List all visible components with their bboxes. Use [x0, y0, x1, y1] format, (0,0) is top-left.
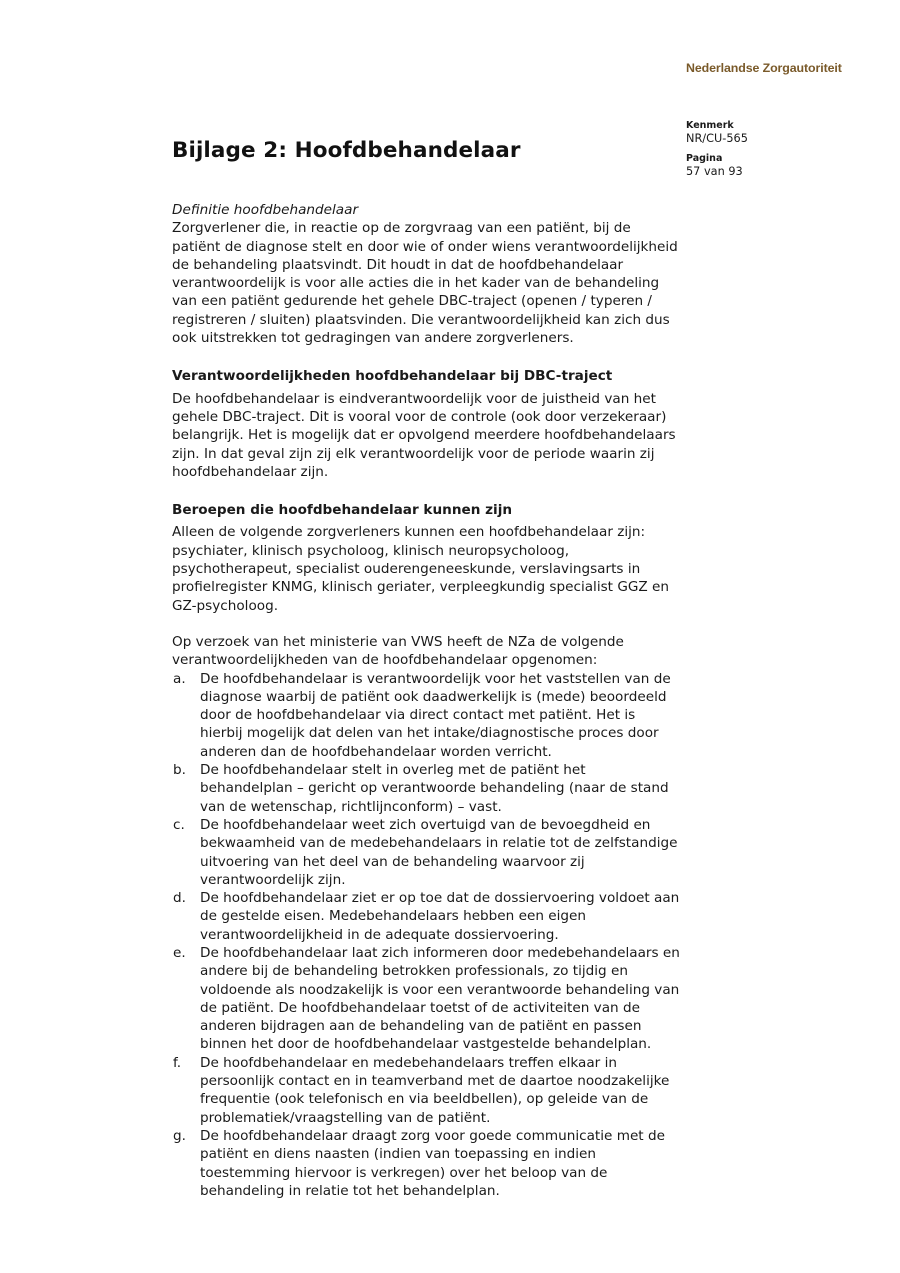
organization-logo-text: Nederlandse Zorgautoriteit	[686, 61, 842, 75]
spacer	[172, 481, 682, 501]
list-item-text: De hoofdbehandelaar laat zich informeren door medebehandelaars en andere bij de behandeling betrokken professionals, zo tijdig en voldoende als noodzakelijk is voor een verantwoorde behandeling van de patiënt. De hoofdbehandelaar toetst of de activiteiten van de anderen bijdragen aan de behandeling van de patiënt en passen binnen het door de hoofdbehandelaar vastgestelde behandelplan.	[200, 944, 680, 1053]
list-item-text: De hoofdbehandelaar is verantwoordelijk voor het vaststellen van de diagnose waarbij de patiënt ook daadwerkelijk is (mede) beoordeeld door de hoofdbehandelaar via direct contact met patiënt. Het is hierbij mogelijk dat delen van het intake/diagnostische proces door anderen dan de hoofdbehandelaar worden verricht.	[200, 670, 671, 760]
list-marker: f.	[173, 1054, 182, 1071]
list-item	[172, 816, 682, 889]
section-text-professions: Alleen de volgende zorgverleners kunnen een hoofdbehandelaar zijn: psychiater, klinisch psycholoog, klinisch neuropsycholoog, psychotherapeut, specialist ouderengeneeskunde, verslavingsarts in profielregister KNMG, klinisch geriater, verpleegkundig specialist GGZ en GZ-psycholoog.	[172, 524, 670, 614]
list-item-text: De hoofdbehandelaar weet zich overtuigd van de bevoegdheid en bekwaamheid van de medebehandelaars in relatie tot de zelfstandige uitvoering van het deel van de behandeling waarvoor zij verantwoordelijk zijn.	[200, 816, 678, 888]
list-item	[172, 889, 682, 944]
list-item-text: De hoofdbehandelaar ziet er op toe dat de dossiervoering voldoet aan de gestelde eisen. Medebehandelaars hebben een eigen verantwoordelijkheid in de adequate dossiervoering.	[200, 890, 680, 943]
list-item-text: De hoofdbehandelaar en medebehandelaars treffen elkaar in persoonlijk contact en in teamverband met de daartoe noodzakelijke frequentie (ook telefonisch en via beeldbellen), op geleide van de problematiek/vraagstelling van de patiënt.	[200, 1054, 670, 1126]
list-marker: g.	[173, 1127, 186, 1144]
section-heading-responsibilities: Verantwoordelijkheden hoofdbehandelaar bij DBC-traject	[172, 368, 613, 385]
definition-text: Zorgverlener die, in reactie op de zorgvraag van een patiënt, bij de patiënt de diagnose stelt en door wie of onder wiens verantwoordelijkheid de behandeling plaatsvindt. Dit houdt in dat de hoofdbehandelaar verantwoordelijk is voor alle acties die in het kader van de behandeling van een patiënt gedurende het gehele DBC-traject (openen / typeren / registreren / sluiten) plaatsvinden. Die verantwoordelijkheid kan zich dus ook uitstrekken tot gedragingen van andere zorgverleners.	[172, 220, 678, 347]
list-marker: a.	[173, 670, 186, 687]
spacer	[172, 615, 682, 633]
responsibilities-list	[172, 670, 682, 1201]
pagina-label: Pagina	[686, 153, 723, 164]
list-item	[172, 1054, 682, 1127]
list-marker: c.	[173, 816, 185, 833]
kenmerk-value: NR/CU-565	[686, 132, 748, 145]
page-title: Bijlage 2: Hoofdbehandelaar	[172, 138, 521, 163]
list-item	[172, 670, 682, 761]
list-item	[172, 1127, 682, 1200]
list-marker: b.	[173, 762, 186, 779]
section-heading-professions: Beroepen die hoofdbehandelaar kunnen zijn	[172, 502, 513, 519]
list-item	[172, 944, 682, 1054]
list-item-text: De hoofdbehandelaar draagt zorg voor goede communicatie met de patiënt en diens naasten (indien van toepassing en indien toestemming hiervoor is verkregen) over het beloop van de behandeling in relatie tot het behandelplan.	[200, 1127, 665, 1199]
list-item	[172, 761, 682, 816]
responsibilities-intro: Op verzoek van het ministerie van VWS heeft de NZa de volgende verantwoordelijkheden van de hoofdbehandelaar opgenomen:	[172, 633, 624, 669]
document-meta	[686, 119, 748, 185]
list-marker: d.	[173, 890, 186, 907]
list-marker: e.	[173, 944, 186, 961]
list-item-text: De hoofdbehandelaar stelt in overleg met de patiënt het behandelplan – gericht op verantwoorde behandeling (naar de stand van de wetenschap, richtlijnconform) – vast.	[200, 762, 669, 815]
section-text-responsibilities: De hoofdbehandelaar is eindverantwoordelijk voor de juistheid van het gehele DBC-traject. Dit is vooral voor de controle (ook door verzekeraar) belangrijk. Het is mogelijk dat er opvolgend meerdere hoofdbehandelaars zijn. In dat geval zijn zij elk verantwoordelijk voor de periode waarin zij hoofdbehandelaar zijn.	[172, 390, 676, 480]
pagina-value: 57 van 93	[686, 165, 743, 178]
kenmerk-label: Kenmerk	[686, 120, 734, 131]
definition-label: Definitie hoofdbehandelaar	[172, 202, 359, 218]
document-body	[172, 201, 682, 1200]
spacer	[172, 347, 682, 367]
